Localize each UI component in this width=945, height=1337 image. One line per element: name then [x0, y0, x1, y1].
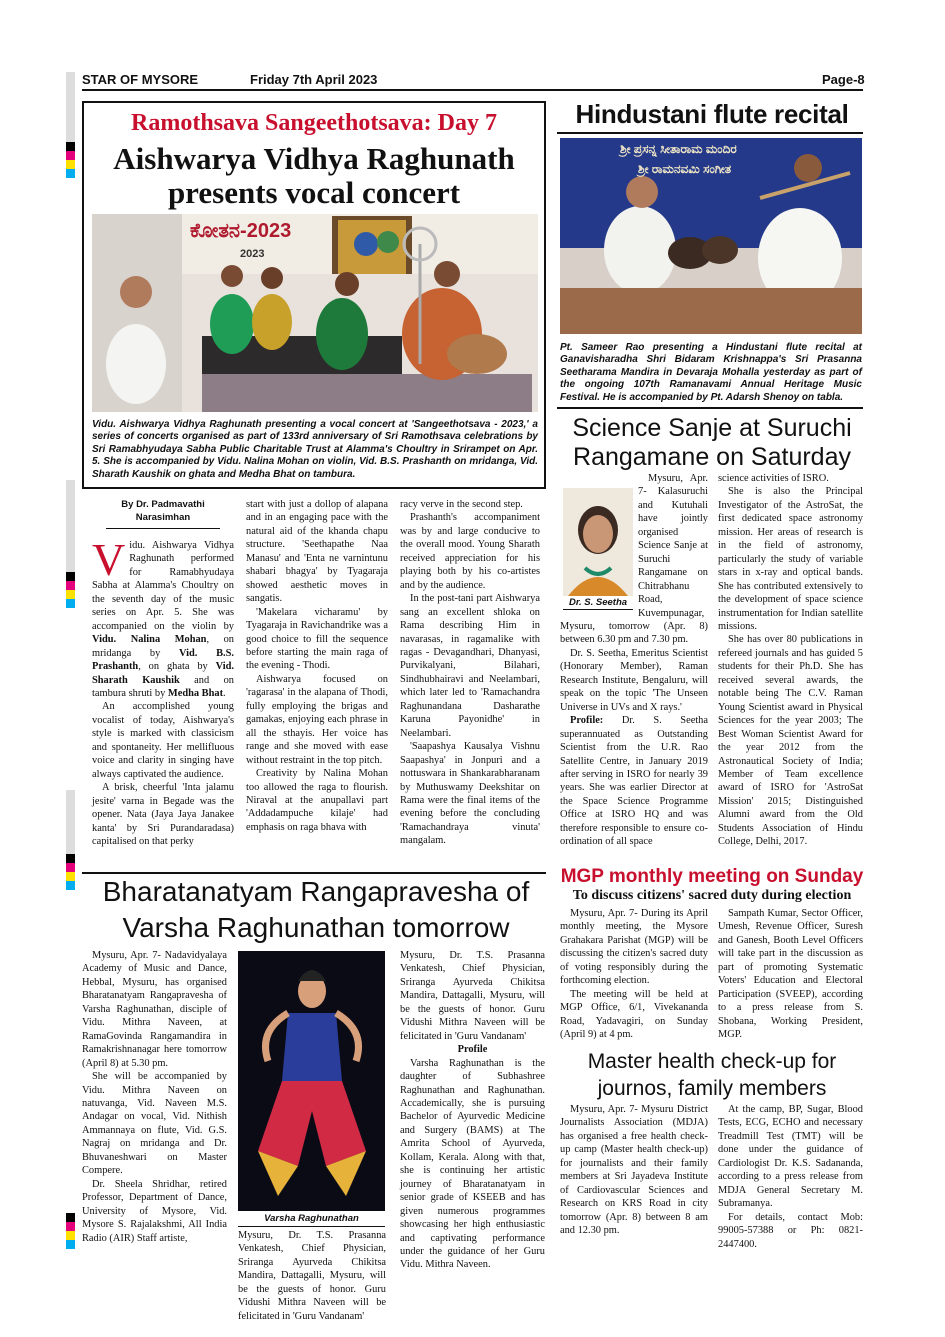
article3-headline-1: Science Sanje at Suruchi — [572, 414, 852, 442]
article1-col2 — [246, 498, 388, 868]
byline — [92, 498, 234, 524]
portrait-float-space — [560, 472, 638, 616]
article3-para1: Mysuru, Apr. 7- Kalasuruchi and Kutuhali have jointly organised Science Sanje at Suruchi Rangamane on Chitrabhanu Road, Kuvempunagar, Mysuru, tomorrow (Apr. 8) between 6.30 pm and 7.30 pm. — [560, 473, 708, 646]
article1-col3-para4: 'Saapashya Kausalya Vishnu Saapashya' in Jonpuri and a nottuswara in Shankarabharanam by Muthuswamy Deekshitar on Rama were the final items of the evening before the concluding 'Ramachandraya vinuta' mangalam. — [400, 741, 540, 847]
article1-para3: A brisk, cheerful 'Inta jalamu jesite' varna in Begade was the opener. Nata (Jaya Jaya Janakee kanta' by Sri Purandaradasa) capitalised on that perky — [92, 782, 234, 847]
article4-para2: She will be accompanied by Vidu. Mithra Naveen on natuvanga, Vid. Naveen M.S. Andagar on vocal, Vid. Nithish Ammannaya on flute, Vid. G.S. Nagraj on mridanga and Dr. Bhuvaneshwari on Master Compere. — [82, 1071, 227, 1177]
article4-col3-para1: Mysuru, Dr. T.S. Prasanna Venkatesh, Chief Physician, Srirangа Ayurveda Chikitsa Mandira, Dattagalli, Mysuru, will be the guests of honor. Guru Vidushi Mithra Naveen will be felicitated in 'Guru Vandanam' — [400, 950, 545, 1042]
article3-headline-2: Rangamane on Saturday — [573, 443, 851, 471]
article1-col2-para2: 'Makelara vicharamu' by Tyagaraja in Ravichandrike was a good choice to fill the sequence before starting the main raga of the evening - Thodi. — [246, 606, 388, 672]
article5-subhead: To discuss citizens' sacred duty during election — [572, 888, 852, 903]
article3-col2 — [718, 472, 863, 864]
article6-col2 — [718, 1103, 863, 1263]
registration-marks-mid — [66, 480, 75, 610]
violinist-name: Vidu. Nalina Mohan — [92, 634, 207, 646]
article6-headline-2: journos, family members — [597, 1077, 827, 1100]
photo-banner-date: 2023 — [240, 248, 265, 260]
article1-para1-t3: , on ghata by — [138, 661, 216, 673]
ghata-artist-name: Vid. Sharath Kaushik — [92, 661, 234, 686]
issue-date: Friday 7th April 2023 — [250, 72, 378, 87]
registration-marks-mid2 — [66, 790, 75, 890]
article3-para2: Dr. S. Seetha, Emeritus Scientist (Honorary Member), Raman Research Institute, Bengaluru, will speak on the topic 'The Unseen Universe in UVs and X rays.' — [560, 647, 708, 713]
registration-marks-top — [66, 72, 75, 180]
article3-col2-para2: She is also the Principal Investigator of the AstroSat, the first dedicated space astronomy mission. Her areas of research is in the field of astronomy, particularly the study of variable stars in x-ray and optical bands. She has contributed extensively to the development of space science instrumentation for Indian satellite missions. — [718, 486, 863, 632]
article4-col3-para2: Varsha Raghunathan is the daughter of Subhashree Raghunathan and Raghunathan. Accademically, she is pursuing Bachelor of Ayurvedic Medicine and Surgery (BAMS) at The Amrita School of Ayurveda, Kollam, Kerala. Along with that, she is continuing her artistic journey of Bharatanatyam in senior grade of KSEEB and has given numerous programmes showcasing her high enthusiastic and captivating performance under the guidance of her Guru Vidu. Mithra Naveen. — [400, 1057, 545, 1271]
article2-bottom-rule — [557, 407, 863, 409]
article1-col2-para4: Creativity by Nalina Mohan too allowed the raga to flourish. Niraval at the anupallavi part 'Addadampuche kilaje' had emphasis on raga bhava with — [246, 768, 388, 833]
byline-line-2: Narasimhan — [135, 512, 191, 523]
concert-scene-illustration — [92, 214, 538, 412]
flute-banner-text-2: ಶ್ರೀ ರಾಮನವಮಿ ಸಂಗೀತ — [638, 162, 732, 176]
dropcap: V — [92, 534, 126, 585]
article4-col2-tail — [238, 1229, 386, 1322]
article1-caption: Vidu. Aishwarya Vidhya Raghunath presenting a vocal concert at 'Sangeethotsava - 2023,' a series of concerts organised as part of 133rd anniversary of Sri Ramothsava celebrations by Sri Ramabhyudaya Sabha Public Charitable Trust at Alamma's Choultry in Srirampet on Apr. 5. She is accompanied by Vidu. Nalina Mohan on violin, Vid. B.S. Prashanth on mridanga, Vid. Sharath Kaushik on ghata and Medha Bhat on tambura. — [92, 419, 538, 480]
article1-para1-t4: and on tambura shruti by — [92, 674, 234, 699]
article4-headline-2: Varsha Raghunathan tomorrow — [122, 912, 510, 943]
header-rule — [82, 89, 863, 91]
article3-col1-top — [560, 472, 708, 864]
article4-col1 — [82, 949, 227, 1269]
page-number: Page-8 — [822, 72, 865, 87]
article3-col2-para3: She has over 80 publications in refereed journals and has guided 5 students for their Ph.D. She has received several awards, the notable being The C.V. Raman Young Scientist award in Physical Sciences for the year 2003; The Best Woman Scientist Award for the year 2012 from the Astronautical Society of India; Member of Team excellence award of ISRO for 'AstroSat Mission' 2015; Distinguished Alumni award from the Old Students Association of Hindu College, Delhi, 2017. — [718, 634, 863, 848]
article1-col1 — [92, 498, 234, 868]
article6-headline-1: Master health check-up for — [587, 1050, 837, 1073]
article1-col2-para3: Aishwarya focused on 'ragarasa' in the alapana of Thodi, fully employing the brigas and gamakas, enjoying each phrase in all the sthayis. Her voice has range and she moved with ease without restraint in the top pitch. — [246, 673, 388, 766]
article4-col3 — [400, 949, 545, 1271]
dancer-illustration — [238, 951, 385, 1211]
article3-para3: Dr. S. Seetha superannuated as Outstanding Scientist from the U.R. Rao Satellite Centre, in January 2019 after serving in ISRO for nearly 39 years. She was earlier Director at the Space Science Programme Office at ISRO HQ and was therefore responsible to ensure co-ordination of all space — [560, 715, 708, 848]
article1-col3-para3: In the post-tani part Aishwarya sang an excellent shloka on Rama describing Him in navarasas, in ragamalike with ragas - Devagandhari, Dhanyasi, Purvikalyani, Bilahari, Sindhubhairavi and Neelambari, which later led to 'Ramachandra Raghunandana Dasharathe Karuna Payonidhe' in Neelambari. — [400, 593, 540, 739]
article1-para2: An accomplished young vocalist of today, Aishwarya's style is marked with classicism and spontaneity. Her mellifluous voice and clarity in singing have always captivated the audience. — [92, 701, 234, 780]
article2-rule — [557, 132, 863, 134]
article5-col1 — [560, 907, 708, 1047]
mridangist-name: Vid. B.S. Prashanth — [92, 647, 234, 673]
article1-col3 — [400, 498, 540, 868]
article1-para1-t5: . — [223, 687, 226, 699]
article1-para1-lead: idu. Aishwarya Vidhya Raghunath performed for Ramabhyudaya Sabha at Alamma's Choultry on the seventh day of the music series on Apr. 5. She was accompanied on the violin by — [92, 540, 234, 632]
article5-col2-para1: Sampath Kumar, Sector Officer, Umesh, Revenue Officer, Suresh and Ganesh, Booth Level Officers will take part in the discussion as part of promoting Systematic Voters' Education and Electoral Participation (SVEEP), according to a press release from S. Shobana, Working President, MGP. — [718, 908, 863, 1041]
profile-label: Profile: — [570, 715, 604, 727]
paper-name: STAR OF MYSORE — [82, 72, 199, 87]
article1-col2-para1: start with just a dollop of alapana and in an engaging pace with the natural aid of the khanda chapu structure. 'Seethapathe Naa Manasu' and 'Enta ne varnintunu shabari bhagya' by Tyagaraja showed aesthetic moves in sangatis. — [246, 499, 388, 605]
article1-kicker: Ramothsava Sangeethotsava: Day 7 — [131, 110, 497, 136]
article1-headline-2: presents vocal concert — [167, 175, 461, 210]
profile-heading: Profile — [457, 1044, 488, 1056]
byline-rule — [106, 528, 220, 529]
article1-col3-para1: racy verve in the second step. — [400, 499, 523, 510]
flute-banner-text: ಶ್ರೀ ಪ್ರಸನ್ನ ಸೀತಾರಾಮ ಮಂದಿರ — [620, 142, 737, 156]
vocal-concert-photo — [92, 214, 538, 412]
article2-caption: Pt. Sameer Rao presenting a Hindustani flute recital at Ganavisharadha Shri Bidaram Krishnappa's Sri Prasanna Seetharama Mandira in Devaraja Mohalla yesterday as part of the ongoing 107th Ramanavami Annual Heritage Music Festival. He is accompanied by Pt. Adarsh Shenoy on tabla. — [560, 342, 862, 403]
article4-para1: Mysuru, Apr. 7- Nadavidyalaya Academy of Music and Dance, Hebbal, Mysuru, has organised Bharatanatyam Rangapravesha of Varsha Raghunathan, disciple of Vidu. Mithra Naveen, at RamaGovinda Rangamandira in Ramakrishnanagar here tomorrow (April 8) at 5.30 pm. — [82, 950, 227, 1069]
article4-para3: Dr. Sheela Shridhar, retired Professor, Department of Dance, University of Mysore, Vid. Mysore S. Rajalakshmi, All India Radio (AIR) Staff artiste, — [82, 1178, 227, 1244]
article4-headline-1: Bharatanatyam Rangapravesha of — [102, 876, 530, 907]
article6-col2-para1: At the camp, BP, Sugar, Blood Tests, ECG, ECHO and necessary Treadmill Test (TMT) will be done under the guidance of Cardiologist Dr. K.S. Sadananda, according to a press release from MDJA General Secretary M. Subramanya. — [718, 1104, 863, 1210]
article1-para1-t2: , on mridanga by — [92, 634, 235, 659]
dancer-photo-caption: Varsha Raghunathan — [264, 1213, 359, 1224]
article4-col2-para1: Mysuru, Dr. T.S. Prasanna Venkatesh, Chief Physician, Srirangа Ayurveda Chikitsa Mandira, Dattagalli, Mysuru, will be the guests of honor. Guru Vidushi Mithra Naveen will be felicitated in 'Guru Vandanam' — [238, 1230, 386, 1322]
photo-banner-text: ಕೋತನ-2023 — [190, 220, 292, 242]
article5-headline: MGP monthly meeting on Sunday — [560, 866, 864, 887]
dancer-photo — [238, 951, 385, 1211]
article1-col3-para2: Prashanth's accompaniment was by and large conducive to the overall mood. Young Sharath received appreciation for his playing both by his co-artistes and by the audience. — [400, 512, 540, 591]
dancer-caption-rule — [238, 1226, 385, 1227]
article2-headline: Hindustani flute recital — [575, 99, 849, 129]
article5-col2 — [718, 907, 863, 1047]
article6-para1: Mysuru, Apr. 7- Mysuru District Journalists Association (MDJA) has organised a free health check-up camp (Master health check-up) for journalists and their family members at Sri Jayadeva Institute of Cardiovascular Sciences and Research on KRS Road in city tomorrow (Apr. 8) between 8 am and 12.30 pm. — [560, 1104, 708, 1237]
registration-marks-bottom — [66, 1213, 75, 1249]
article5-para1: Mysuru, Apr. 7- During its April monthly meeting, the Mysore Grahakara Parishat (MGP) will be discussing the citizen's sacred duty of voting responsibly during the forthcoming election. — [560, 908, 708, 987]
article4-top-rule — [82, 872, 546, 874]
article6-col1 — [560, 1103, 708, 1263]
flute-recital-photo — [560, 138, 862, 334]
article3-col2-para1: science activities of ISRO. — [718, 473, 829, 484]
byline-line-1: By Dr. Padmavathi — [121, 499, 205, 510]
tambura-artist-name: Medha Bhat — [167, 687, 224, 699]
article5-para2: The meeting will be held at MGP Office, 6/1, Vivekananda Road, Yadavagiri, on Sunday (April 9) at 4 pm. — [560, 988, 708, 1041]
article1-headline-1: Aishwarya Vidhya Raghunath — [113, 141, 515, 176]
seetha-photo-caption: Dr. S. Seetha — [568, 597, 628, 608]
article6-col2-para2: For details, contact Mob: 99005-57388 or Ph: 0821-2447400. — [718, 1211, 863, 1250]
